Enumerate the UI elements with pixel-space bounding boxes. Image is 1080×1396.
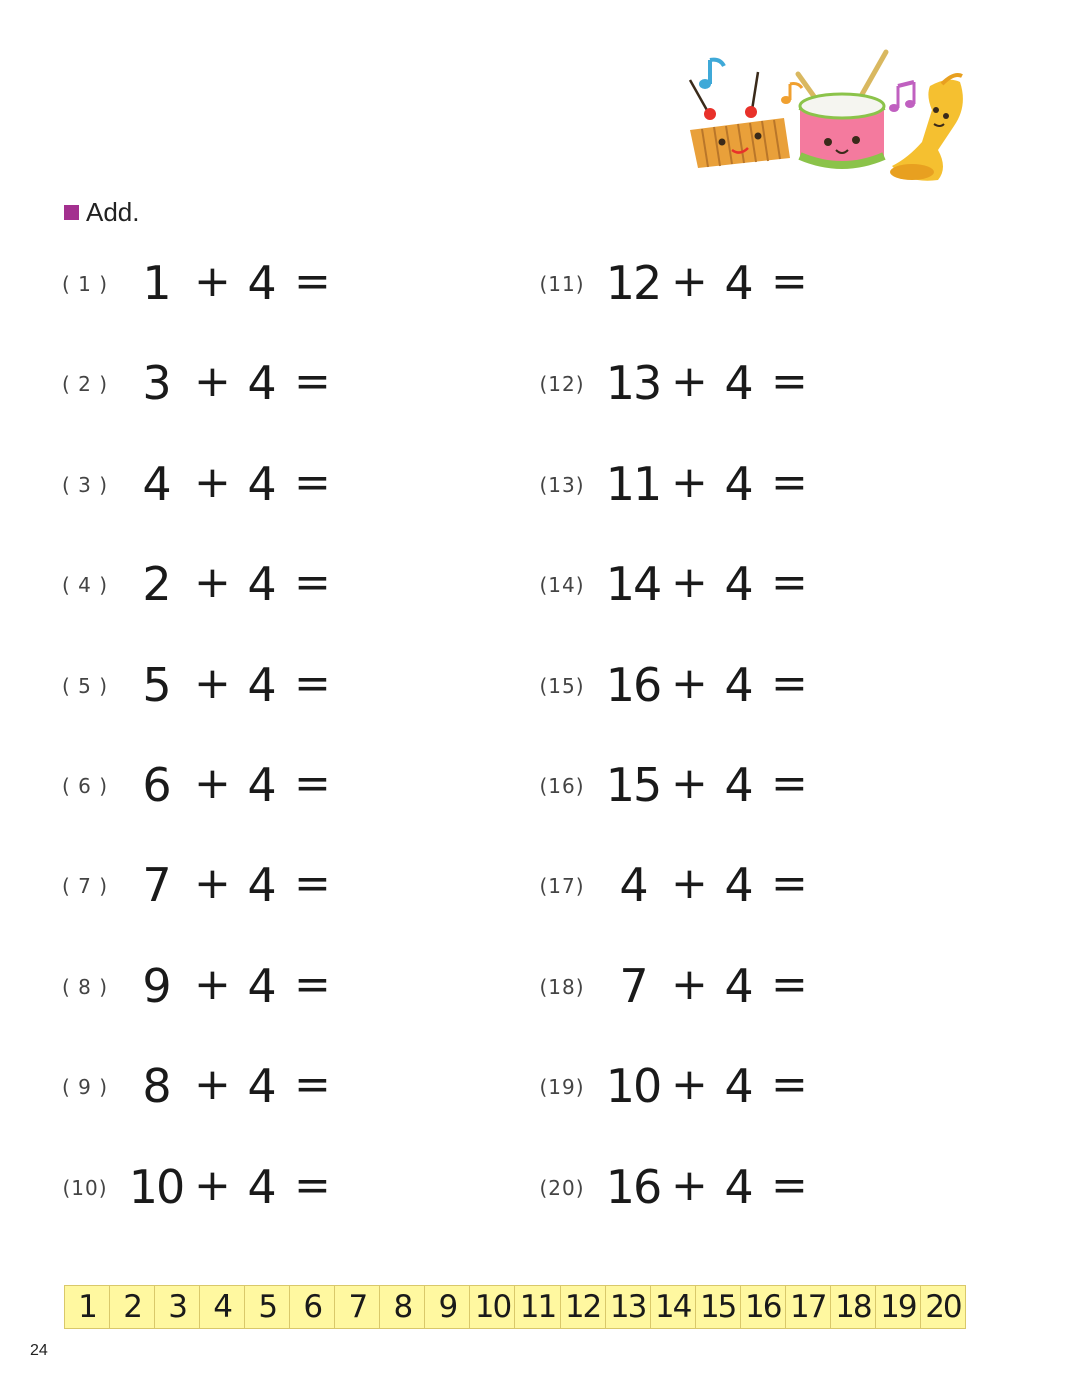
problem-number: ( 1 ) [61, 272, 109, 296]
second-addend: 4 [247, 958, 277, 1013]
second-addend: 4 [724, 356, 754, 411]
problem-number: (15) [539, 673, 585, 698]
equals-sign: = [771, 858, 808, 910]
equals-sign: = [771, 256, 808, 307]
first-addend: 16 [605, 657, 661, 712]
first-addend: 1 [142, 256, 170, 310]
problem-number: (17) [539, 874, 585, 899]
second-addend: 4 [247, 356, 277, 411]
plus-sign: + [194, 256, 231, 307]
equals-sign: = [294, 858, 331, 910]
problem [60, 736, 520, 836]
problem-number: (12) [539, 372, 585, 397]
plus-sign: + [671, 356, 708, 408]
problem [60, 334, 520, 434]
first-addend: 2 [142, 557, 170, 612]
music-instruments-illustration [686, 46, 976, 186]
first-addend: 4 [142, 456, 170, 511]
number-line-cell: 4 [200, 1286, 245, 1328]
first-addend: 11 [605, 456, 661, 511]
equals-sign: = [294, 657, 331, 709]
problem-number: (18) [539, 974, 585, 999]
number-line-cell: 13 [606, 1286, 651, 1328]
number-line-cell: 16 [741, 1286, 786, 1328]
plus-sign: + [194, 757, 231, 809]
second-addend: 4 [724, 657, 754, 712]
problem-number: (20) [539, 1175, 585, 1200]
problem [60, 1138, 520, 1238]
second-addend: 4 [724, 456, 754, 511]
equals-sign: = [771, 456, 808, 508]
trumpet-icon [890, 75, 963, 181]
problem [60, 1037, 520, 1137]
first-addend: 9 [142, 958, 170, 1013]
equals-sign: = [771, 958, 808, 1010]
plus-sign: + [671, 958, 708, 1010]
number-line-cell: 19 [876, 1286, 921, 1328]
number-line-cell: 9 [425, 1286, 470, 1328]
problem [537, 234, 997, 334]
second-addend: 4 [247, 456, 277, 511]
equals-sign: = [294, 356, 331, 408]
number-line-cell: 18 [831, 1286, 876, 1328]
number-line-cell: 20 [925, 1289, 961, 1325]
plus-sign: + [671, 256, 708, 307]
equals-sign: = [294, 456, 331, 508]
equals-sign: = [771, 1159, 808, 1211]
problem [537, 1138, 997, 1238]
second-addend: 4 [724, 557, 754, 612]
problem [60, 836, 520, 936]
problems-left-column [60, 234, 520, 1238]
equals-sign: = [294, 958, 331, 1010]
problem [60, 535, 520, 635]
second-addend: 4 [724, 256, 754, 310]
drum-icon [798, 52, 886, 167]
problem-number: (11) [539, 272, 585, 296]
problem-number: ( 6 ) [61, 773, 109, 798]
number-line-cell: 1 [65, 1286, 110, 1328]
second-addend: 4 [247, 1059, 277, 1114]
plus-sign: + [671, 1159, 708, 1211]
number-line-cell: 2 [110, 1286, 155, 1328]
number-line-cell: 3 [155, 1286, 200, 1328]
number-line-cell: 17 [786, 1286, 831, 1328]
first-addend: 3 [142, 356, 170, 411]
instruction-text: Add. [86, 196, 140, 227]
second-addend: 4 [724, 1159, 754, 1214]
equals-sign: = [771, 657, 808, 709]
equals-sign: = [294, 557, 331, 609]
instruction [64, 194, 140, 230]
plus-sign: + [194, 356, 231, 408]
first-addend: 10 [128, 1159, 184, 1214]
plus-sign: + [671, 1059, 708, 1111]
equals-sign: = [294, 757, 331, 809]
equals-sign: = [771, 1059, 808, 1111]
first-addend: 15 [605, 757, 661, 812]
problem [537, 937, 997, 1037]
problem-number: ( 8 ) [61, 974, 109, 999]
problem [60, 234, 520, 334]
music-note-icon [781, 84, 802, 105]
second-addend: 4 [247, 557, 277, 612]
number-line-cell: 11 [515, 1286, 560, 1328]
plus-sign: + [194, 1059, 231, 1111]
problem-number: (13) [539, 472, 585, 497]
second-addend: 4 [724, 958, 754, 1013]
problem [537, 535, 997, 635]
problem [537, 334, 997, 434]
plus-sign: + [671, 657, 708, 709]
music-note-icon [699, 60, 724, 89]
equals-sign: = [294, 256, 331, 307]
problem-number: (16) [539, 773, 585, 798]
plus-sign: + [194, 958, 231, 1010]
number-line-cell: 5 [245, 1286, 290, 1328]
first-addend: 4 [619, 858, 647, 913]
first-addend: 7 [619, 958, 647, 1013]
second-addend: 4 [724, 858, 754, 913]
first-addend: 12 [605, 256, 661, 310]
problems-right-column [537, 234, 997, 1238]
bullet-square-icon [64, 205, 79, 220]
page-number: 24 [30, 1342, 48, 1359]
first-addend: 14 [605, 557, 661, 612]
number-line-cell: 6 [290, 1286, 335, 1328]
problem-number: (14) [539, 573, 585, 598]
plus-sign: + [671, 557, 708, 609]
plus-sign: + [671, 858, 708, 910]
first-addend: 6 [142, 757, 170, 812]
problem [60, 435, 520, 535]
problem [537, 435, 997, 535]
equals-sign: = [771, 557, 808, 609]
second-addend: 4 [247, 657, 277, 712]
first-addend: 5 [142, 657, 170, 712]
plus-sign: + [194, 657, 231, 709]
second-addend: 4 [724, 1059, 754, 1114]
equals-sign: = [771, 356, 808, 408]
problem-number: ( 9 ) [61, 1075, 109, 1100]
plus-sign: + [194, 557, 231, 609]
problem [537, 736, 997, 836]
problem [537, 1037, 997, 1137]
music-note-icon [889, 82, 915, 112]
first-addend: 10 [605, 1059, 661, 1114]
equals-sign: = [294, 1059, 331, 1111]
second-addend: 4 [247, 1159, 277, 1214]
plus-sign: + [194, 1159, 231, 1211]
number-line-cell: 12 [561, 1286, 606, 1328]
plus-sign: + [671, 456, 708, 508]
equals-sign: = [771, 757, 808, 809]
problem-number: ( 3 ) [61, 472, 109, 497]
problem-number: ( 7 ) [61, 874, 109, 899]
plus-sign: + [194, 456, 231, 508]
problem-number: (10) [62, 1175, 108, 1200]
plus-sign: + [194, 858, 231, 910]
equals-sign: = [294, 1159, 331, 1211]
problem-number: ( 5 ) [61, 673, 109, 698]
number-line-cell: 14 [651, 1286, 696, 1328]
problem [60, 636, 520, 736]
number-line [64, 1285, 966, 1329]
problem [60, 937, 520, 1037]
number-line-cell: 10 [470, 1286, 515, 1328]
number-line-cell: 15 [696, 1286, 741, 1328]
second-addend: 4 [724, 757, 754, 812]
number-line-cell: 7 [335, 1286, 380, 1328]
first-addend: 13 [605, 356, 661, 411]
second-addend: 4 [247, 256, 277, 310]
problem-number: (19) [539, 1075, 585, 1100]
first-addend: 8 [142, 1059, 170, 1114]
first-addend: 7 [142, 858, 170, 913]
problem [537, 836, 997, 936]
problem [537, 636, 997, 736]
problem-number: ( 4 ) [61, 573, 109, 598]
second-addend: 4 [247, 757, 277, 812]
second-addend: 4 [247, 858, 277, 913]
number-line-cell: 8 [380, 1286, 425, 1328]
plus-sign: + [671, 757, 708, 809]
first-addend: 16 [605, 1159, 661, 1214]
problem-number: ( 2 ) [61, 372, 109, 397]
